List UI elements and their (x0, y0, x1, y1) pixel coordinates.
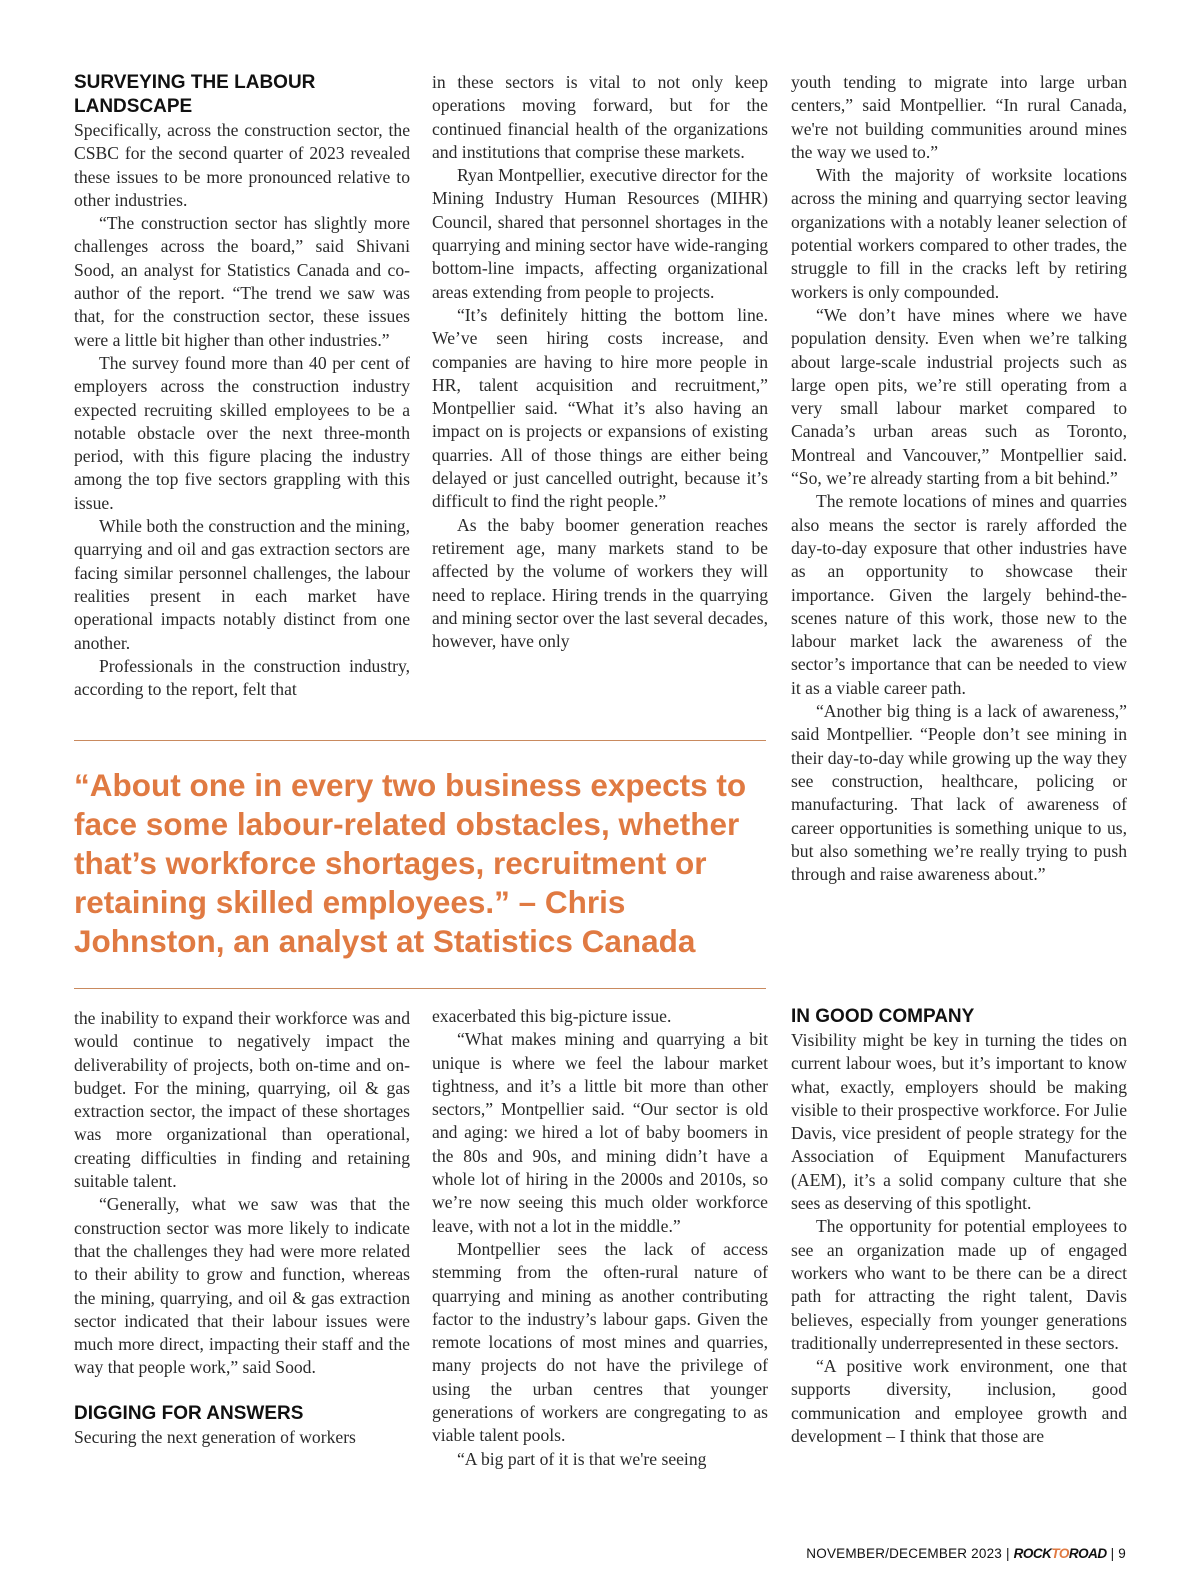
paragraph: As the baby boomer generation reaches retirement age, many markets stand to be affected by the volume of workers they will need to replace. Hiring trends in the quarrying and mining sector over the last several decades, however, have only (432, 514, 768, 652)
paragraph: Securing the next generation of workers (74, 1426, 356, 1447)
magazine-logo (1014, 1546, 1107, 1561)
paragraph: “Generally, what we saw was that the construction sector was more likely to indicate that the challenges they had were more related to their ability to grow and function, whereas the mining, quarrying, and oil & gas extraction sector indicated that their labour issues were much more direct, impacting their staff and the way that people work,” said Sood. (74, 1194, 410, 1378)
section-heading-surveying: SURVEYING THE LABOUR LANDSCAPE (74, 72, 316, 117)
paragraph: Professionals in the construction industry, according to the report, felt that (74, 655, 410, 700)
article-column-3-top (791, 71, 1127, 886)
paragraph: “What makes mining and quarrying a bit unique is where we feel the labour market tightness, and it’s a little bit more than other sectors,” Montpellier said. “Our sector is old and aging: we hired a lot of baby boomers in the 80s and 90s, and mining didn’t have a whole lot of hiring in the 2000s and 2010s, so we’re now seeing this much older workforce leave, with not a lot in the middle.” (432, 1029, 768, 1236)
pull-quote: “About one in every two business expects to face some labour-related obstacles, whether that’s workforce shortages, recruitment or retaining skilled employees.” – Chris Johnston, an analyst at Statistics Canada (74, 767, 747, 959)
paragraph: “Another big thing is a lack of awareness,” said Montpellier. “People don’t see mining in their day-to-day while growing up the way they see construction, healthcare, policing or manufacturing. That lack of awareness of career opportunities is something unique to us, but also something we’re really trying to push through and raise awareness about.” (791, 701, 1127, 885)
paragraph: While both the construction and the mining, quarrying and oil and gas extraction sectors are facing similar personnel challenges, the labour realities present in each market have operational impacts notably distinct from one another. (74, 516, 410, 653)
article-column-1-bottom (74, 1007, 410, 1449)
page-number: 9 (1118, 1546, 1126, 1561)
paragraph: “A big part of it is that we're seeing (457, 1448, 707, 1469)
paragraph: in these sectors is vital to not only keep operations moving forward, but for the continued financial health of the organizations and institutions that comprise these markets. (432, 72, 768, 162)
paragraph: The survey found more than 40 per cent of employers across the construction industry expected recruiting skilled employees to be a notable obstacle over the next three-month period, with this figure placing the industry among the top five sectors grappling with this issue. (74, 352, 410, 513)
paragraph: exacerbated this big-picture issue. (432, 1006, 672, 1026)
paragraph: The opportunity for potential employees to see an organization made up of engaged workers who want to be there can be a direct path for attracting the right talent, Davis believes, especially from younger generations traditionally underrepresented in these sectors. (791, 1216, 1127, 1353)
paragraph: youth tending to migrate into large urban centers,” said Montpellier. “In rural Canada, we're not building communities around mines the way we used to.” (791, 72, 1127, 162)
paragraph: “The construction sector has slightly more challenges across the board,” said Shivani Sood, an analyst for Statistics Canada and co-author of the report. “The trend we saw was that, for the construction sector, these issues were a little bit higher than other industries.” (74, 213, 410, 350)
paragraph: “We don’t have mines where we have population density. Even when we’re talking about large-scale industrial projects such as large open pits, we’re still operating from a very small labour market compared to Canada’s urban areas such as Toronto, Montreal and Vancouver,” Montpellier said. “So, we’re already starting from a bit behind.” (791, 304, 1127, 489)
section-heading-good-company: IN GOOD COMPANY (791, 1006, 975, 1027)
paragraph: “It’s definitely hitting the bottom line. We’ve seen hiring costs increase, and companies are having to hire more people in HR, talent acquisition and recruitment,” Montpellier said. “What it’s also having an impact on is projects or expansions of existing quarries. All of those things are either being delayed or just cancelled outright, because it’s difficult to find the right people.” (432, 304, 768, 512)
paragraph: With the majority of worksite locations across the mining and quarrying sector leaving organizations with a notably leaner selection of potential workers compared to other trades, the struggle to fill in the cracks left by retiring workers is only compounded. (791, 165, 1127, 302)
paragraph: The remote locations of mines and quarries also means the sector is rarely afforded the day-to-day exposure that other industries have as an opportunity to showcase their importance. Given the largely behind-the-scenes nature of this work, those new to the labour market lack the awareness of the sector’s importance that can be needed to view it as a viable career path. (791, 491, 1127, 698)
paragraph: the inability to expand their workforce was and would continue to negatively impact the deliverability of projects, both on-time and on-budget. For the mining, quarrying, oil & gas extraction sector, the impact of these shortages was more organizational than operational, creating difficulties in finding and retaining suitable talent. (74, 1008, 410, 1192)
paragraph: Ryan Montpellier, executive director for the Mining Industry Human Resources (MIHR) Council, shared that personnel shortages in the quarrying and mining sector have wide-ranging bottom-line impacts, affecting organizational areas extending from people to projects. (432, 165, 768, 302)
paragraph: Visibility might be key in turning the tides on current labour woes, but it’s important to know what, exactly, employers should be making visible to their prospective workforce. For Julie Davis, vice president of people strategy for the Association of Equipment Manufacturers (AEM), it’s a solid company culture that she sees as deserving of this spotlight. (791, 1030, 1127, 1214)
logo-to: TO (1051, 1546, 1069, 1561)
page-footer (806, 1546, 1126, 1561)
pull-quote-top-rule (74, 740, 766, 741)
article-column-2-top (432, 71, 768, 653)
paragraph: “A positive work environment, one that supports diversity, inclusion, good communication and employee growth and development – I think that those are (791, 1356, 1127, 1447)
section-heading-digging: DIGGING FOR ANSWERS (74, 1402, 304, 1424)
article-column-2-bottom (432, 1005, 768, 1471)
logo-road: ROAD (1068, 1546, 1107, 1561)
footer-separator: | (1005, 1546, 1010, 1561)
footer-separator: | (1110, 1546, 1115, 1561)
article-column-3-bottom (791, 1005, 1127, 1448)
paragraph: Specifically, across the construction sector, the CSBC for the second quarter of 2023 revealed these issues to be more pronounced relative to other industries. (74, 120, 410, 210)
article-column-1-top (74, 71, 410, 701)
paragraph: Montpellier sees the lack of access stemming from the often-rural nature of quarrying and mining as another contributing factor to the industry’s labour gaps. Given the remote locations of most mines and quarries, many projects do not have the privilege of using the urban centres that younger generations of workers are congregating to as viable talent pools. (432, 1238, 768, 1446)
pull-quote-bottom-rule (74, 988, 766, 989)
logo-rock: ROCK (1013, 1546, 1052, 1561)
issue-date: NOVEMBER/DECEMBER 2023 (806, 1546, 1003, 1561)
